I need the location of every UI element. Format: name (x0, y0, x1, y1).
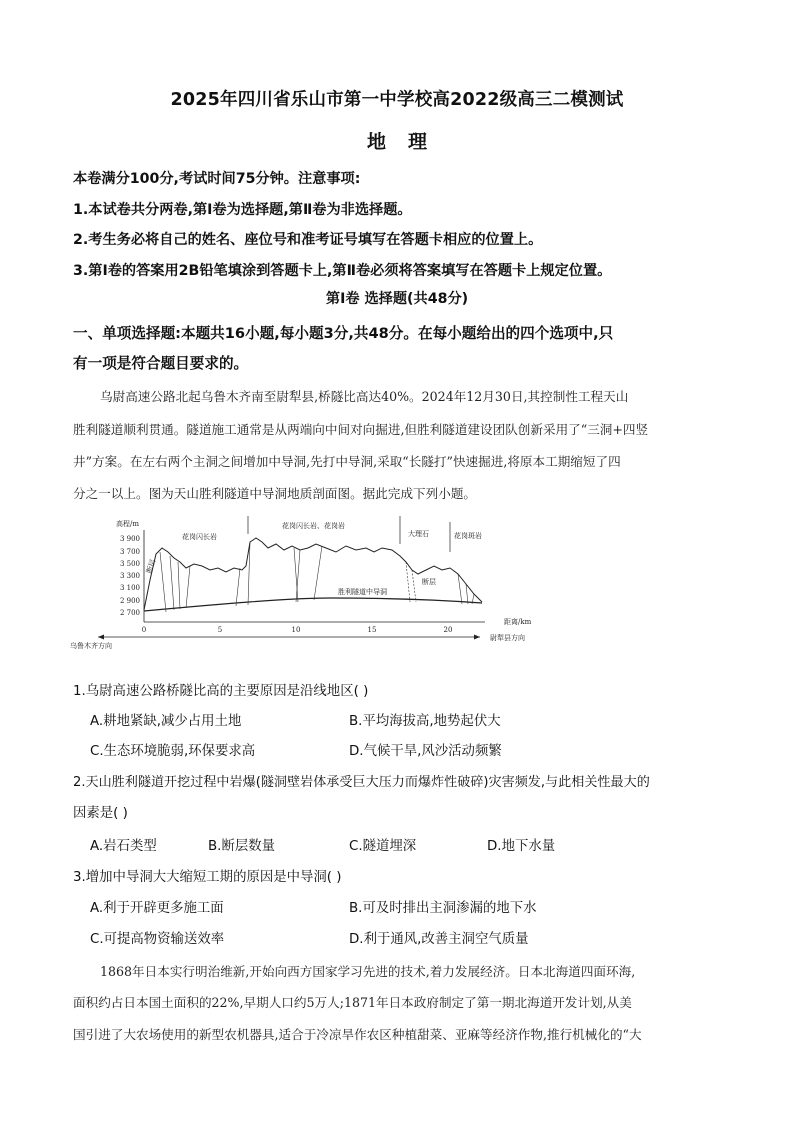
section-heading: 第Ⅰ卷 选择题(共48分) (325, 291, 469, 307)
option-a: A.利于开辟更多施工面 (90, 901, 224, 916)
geologic-profile-figure (70, 508, 560, 658)
figure-ylabel: 高程/m (116, 520, 139, 528)
rock-label: 花岗斑岩 (454, 532, 482, 540)
passage-line: 分之一以上。图为天山胜利隧道中导洞地质剖面图。据此完成下列小题。 (73, 486, 476, 501)
arrow-right-icon (474, 635, 480, 640)
rock-label: 断层 (422, 578, 436, 586)
subject-title: 地理 (366, 131, 449, 153)
rock-label: 花岗闪长岩、花岗岩 (282, 522, 345, 530)
y-tick-label: 3 900 (119, 535, 140, 543)
rock-label: 断层 (144, 558, 158, 575)
option-d: D.气候干旱,风沙活动频繁 (349, 744, 502, 759)
option-b: B.断层数量 (208, 839, 276, 854)
notice-item: 2.考生务必将自己的姓名、座位号和准考证号填写在答题卡相应的位置上。 (73, 232, 543, 248)
x-tick-label: 15 (367, 626, 377, 634)
question-stem: 2.天山胜利隧道开挖过程中岩爆(隧洞壁岩体承受巨大压力而爆炸性破碎)灾害频发,与此相关性最大的 (73, 775, 650, 790)
terrain-profile (144, 538, 482, 610)
y-tick-label: 2 700 (119, 609, 140, 617)
y-tick-label: 3 500 (119, 560, 140, 568)
x-axis-label: 距离/km (504, 618, 532, 626)
rock-label: 大理石 (408, 530, 429, 538)
x-tick-label: 0 (141, 626, 147, 634)
passage-line: 国引进了大农场使用的新型农机器具,适合于冷凉旱作农区种植甜菜、亚麻等经济作物,推行机械化的“大 (73, 1027, 642, 1042)
notice-intro: 本卷满分100分,考试时间75分钟。注意事项: (73, 171, 361, 187)
x-tick-label: 20 (443, 626, 453, 634)
y-tick-label: 3 100 (119, 584, 140, 592)
option-b: B.平均海拔高,地势起伏大 (349, 714, 501, 729)
exam-title: 2025年四川省乐山市第一中学校高2022级高三二模测试 (170, 90, 624, 110)
question-stem: 因素是( ) (73, 806, 128, 821)
section-instruction: 一、单项选择题:本题共16小题,每小题3分,共48分。在每小题给出的四个选项中,只 (73, 325, 614, 342)
option-d: D.地下水量 (487, 839, 556, 854)
arrow-left-icon (98, 635, 104, 640)
y-tick-label: 3 700 (119, 548, 140, 556)
passage-line: 面积约占日本国土面积的22%,早期人口约5万人;1871年日本政府制定了第一期北海道开发计划,从美 (73, 995, 632, 1010)
fault-lines (160, 542, 474, 612)
y-tick-label: 3 300 (119, 572, 140, 580)
section-instruction: 有一项是符合题目要求的。 (73, 355, 249, 372)
passage-line: 胜利隧道顺利贯通。隧道施工通常是从两端向中间对向掘进,但胜利隧道建设团队创新采用了“三洞+四竖 (73, 422, 649, 437)
y-tick-label: 2 900 (119, 597, 140, 605)
option-c: C.可提高物资输送效率 (90, 932, 225, 947)
x-tick-label: 5 (217, 626, 223, 634)
tunnel-line (144, 598, 482, 611)
question-stem: 3.增加中导洞大大缩短工期的原因是中导洞( ) (73, 870, 342, 885)
left-direction-label: 乌鲁木齐方向 (70, 642, 112, 650)
passage-line: 1868年日本实行明治维新,开始向西方国家学习先进的技术,着力发展经济。日本北海道四面环海, (100, 964, 636, 979)
question-stem: 1.乌尉高速公路桥隧比高的主要原因是沿线地区( ) (73, 684, 369, 699)
option-a: A.岩石类型 (90, 839, 157, 854)
passage-line: 井”方案。在左右两个主洞之间增加中导洞,先打中导洞,采取“长隧打”快速掘进,将原本工期缩短了四 (73, 454, 621, 469)
notice-item: 3.第Ⅰ卷的答案用2B铅笔填涂到答题卡上,第Ⅱ卷必须将答案填写在答题卡上规定位置。 (73, 263, 612, 279)
option-c: C.生态环境脆弱,环保要求高 (90, 744, 256, 759)
option-a: A.耕地紧缺,减少占用土地 (90, 714, 242, 729)
notice-item: 1.本试卷共分两卷,第Ⅰ卷为选择题,第Ⅱ卷为非选择题。 (73, 202, 412, 218)
passage-line: 乌尉高速公路北起乌鲁木齐南至尉犁县,桥隧比高达40%。2024年12月30日,其控制性工程天山 (100, 389, 629, 404)
option-b: B.可及时排出主洞渗漏的地下水 (349, 901, 537, 916)
tunnel-label: 胜利隧道中导洞 (338, 588, 387, 596)
x-tick-label: 10 (291, 626, 301, 634)
right-direction-label: 尉犁县方向 (490, 634, 525, 642)
option-c: C.隧道埋深 (349, 839, 417, 854)
rock-label: 花岗闪长岩 (182, 533, 217, 541)
option-d: D.利于通风,改善主洞空气质量 (349, 932, 529, 947)
